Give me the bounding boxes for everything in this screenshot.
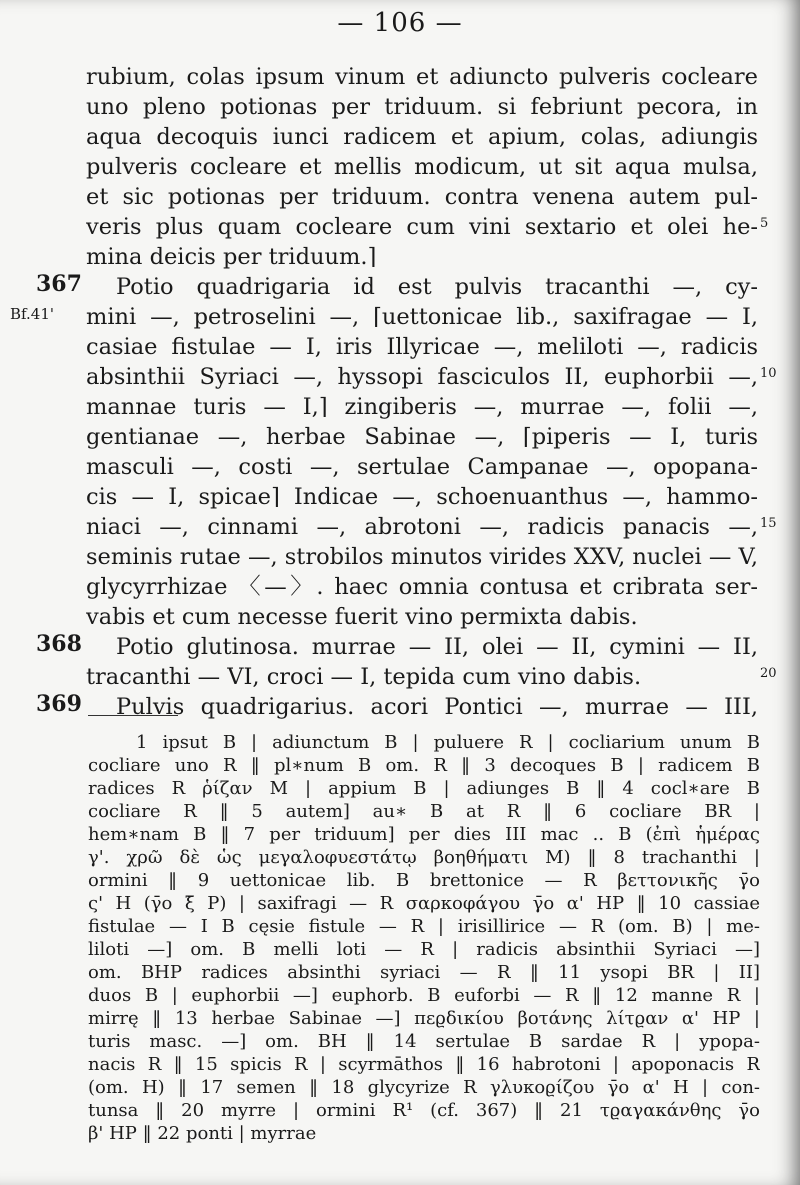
text-line: Potio quadrigaria id est pulvis tracanthi —, cy- bbox=[116, 274, 758, 300]
manuscript-reference: Bf.41' bbox=[10, 305, 55, 323]
text-line: aqua decoquis iunci radicem et apium, colas, adiungis bbox=[86, 124, 758, 150]
text-line: vabis et cum necesse fuerit vino permixta dabis. bbox=[86, 604, 638, 630]
text-line: masculi —, costi —, sertulae Campanae —, opopana- bbox=[86, 454, 758, 480]
entry-number-368: 368 bbox=[36, 631, 82, 657]
text-line: mina deicis per triduum.⌉ bbox=[86, 244, 377, 270]
text-line: pulveris cocleare et mellis modicum, ut sit aqua mulsa, bbox=[86, 154, 758, 180]
text-line: tracanthi — VI, croci — I, tepida cum vino dabis. bbox=[86, 664, 642, 690]
apparatus-line: turis masc. —] om. BH ‖ 14 sertulae B sardae R | ypopa- bbox=[88, 1031, 760, 1052]
line-number-5: 5 bbox=[760, 216, 769, 231]
text-line: uno pleno potionas per triduum. si febriunt pecora, in bbox=[86, 94, 758, 120]
apparatus-line: (om. H) ‖ 17 semen ‖ 18 glycyrize R γλυκοϱίζου γ̄ο α' H | con- bbox=[88, 1077, 760, 1098]
main-text bbox=[86, 62, 758, 722]
text-line: casiae fistulae — I, iris Illyricae —, meliloti —, radicis bbox=[86, 334, 758, 360]
line-number-15: 15 bbox=[760, 516, 777, 531]
text-line: Potio glutinosa. murrae — II, olei — II, cymini — II, bbox=[116, 634, 758, 660]
apparatus-line: cocliare R ‖ 5 autem] au∗ B at R ‖ 6 cocliare BR | bbox=[88, 801, 760, 822]
line-number-20: 20 bbox=[760, 666, 777, 681]
apparatus-line: hem∗nam B ‖ 7 per triduum] per dies III mac .. B (ἐπὶ ἡμέρας bbox=[88, 824, 760, 845]
apparatus-line: fistulae — I B cęsie fistule — R | irisillirice — R (om. B) | me- bbox=[88, 916, 760, 937]
text-line: absinthii Syriaci —, hyssopi fasciculos II, euphorbii —, bbox=[86, 364, 758, 390]
text-line: mini —, petroselini —, ⌈uettonicae lib., saxifragae — I, bbox=[86, 304, 758, 330]
entry-number-367: 367 bbox=[36, 271, 82, 297]
footnote-divider bbox=[88, 715, 178, 716]
entry-number-369: 369 bbox=[36, 691, 82, 717]
apparatus-line: om. BHP radices absinthi syriaci — R ‖ 11 ysopi BR | II] bbox=[88, 962, 760, 983]
apparatus-line: duos B | euphorbii —] euphorb. B euforbi — R ‖ 12 manne R | bbox=[88, 985, 760, 1006]
apparatus-line: 1 ipsut B | adiunctum B | puluere R | cocliarium unum B bbox=[136, 732, 760, 753]
page-number: — 106 — bbox=[337, 8, 463, 38]
apparatus-line: mirrę ‖ 13 herbae Sabinae —] πεϱδικίου βοτάνης λίτϱαν α' HP | bbox=[88, 1008, 760, 1029]
text-line: rubium, colas ipsum vinum et adiuncto pulveris cocleare bbox=[86, 64, 758, 90]
text-line: glycyrrhizae 〈—〉. haec omnia contusa et cribrata ser- bbox=[86, 574, 758, 600]
apparatus-line: tunsa ‖ 20 myrre | ormini R¹ (cf. 367) ‖ 21 τϱαγακάνθης γ̄ο bbox=[88, 1100, 760, 1121]
apparatus-line: cocliare uno R ‖ pl∗num B om. R ‖ 3 decoques B | radicem B bbox=[88, 755, 760, 776]
text-line: niaci —, cinnami —, abrotoni —, radicis panacis —, bbox=[86, 514, 758, 540]
apparatus-line: liloti —] om. B melli loti — R | radicis absinthii Syriaci —] bbox=[88, 939, 760, 960]
text-line: Pulvis quadrigarius. acori Pontici —, murrae — III, bbox=[116, 694, 758, 720]
apparatus-line: β' HP ‖ 22 ponti | myrrae bbox=[88, 1123, 317, 1144]
critical-apparatus bbox=[88, 731, 760, 1145]
apparatus-line: nacis R ‖ 15 spicis R | scyrmāthos ‖ 16 habrotoni | apoponacis R bbox=[88, 1054, 760, 1075]
apparatus-line: ormini ‖ 9 uettonicae lib. B brettonice — R βεττονικῆς γ̄ο bbox=[88, 870, 760, 891]
apparatus-line: γ'. χρῶ δὲ ὡς μεγαλοφυεστάτῳ βοηθήματι M) ‖ 8 trachanthi | bbox=[88, 847, 760, 868]
text-line: mannae turis — I,⌉ zingiberis —, murrae —, folii —, bbox=[86, 394, 758, 420]
line-number-10: 10 bbox=[760, 366, 777, 381]
apparatus-line: radices R ῥίζαν M | appium B | adiunges B ‖ 4 cocl∗are B bbox=[88, 778, 760, 799]
apparatus-line: ς' H (γ̄ο ξ̄ P) | saxifragi — R σαρκοφάγου γ̄ο α' HP ‖ 10 cassiae bbox=[88, 893, 760, 914]
text-line: et sic potionas per triduum. contra venena autem pul- bbox=[86, 184, 758, 210]
text-line: seminis rutae —, strobilos minutos virides XXV, nuclei — V, bbox=[86, 544, 758, 570]
text-line: gentianae —, herbae Sabinae —, ⌈piperis — I, turis bbox=[86, 424, 758, 450]
text-line: cis — I, spicae⌉ Indicae —, schoenuanthus —, hammo- bbox=[86, 484, 758, 510]
text-line: veris plus quam cocleare cum vini sextario et olei he- bbox=[86, 214, 758, 240]
